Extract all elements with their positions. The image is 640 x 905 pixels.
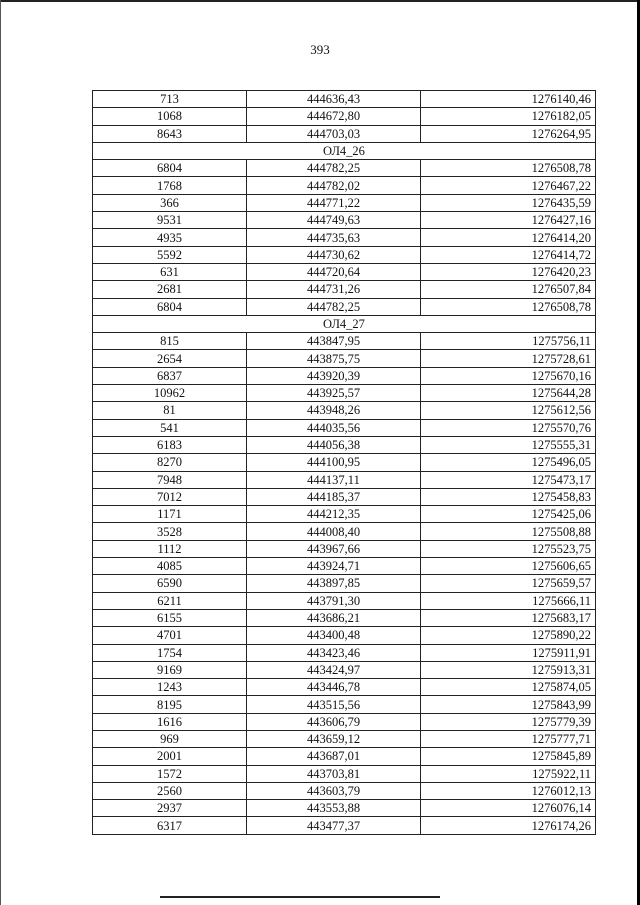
x-coordinate-cell: 443948,26 [247,402,421,419]
point-number-cell: 4085 [93,558,247,575]
point-number-cell: 10962 [93,385,247,402]
y-coordinate-cell: 1275555,31 [421,436,596,453]
y-coordinate-cell: 1275473,17 [421,471,596,488]
y-coordinate-cell: 1276507,84 [421,281,596,298]
y-coordinate-cell: 1276427,16 [421,212,596,229]
point-number-cell: 366 [93,194,247,211]
table-row [93,765,596,782]
table-row [93,194,596,211]
x-coordinate-cell: 444720,64 [247,263,421,280]
x-coordinate-cell: 444782,25 [247,298,421,315]
y-coordinate-cell: 1276508,78 [421,160,596,177]
point-number-cell: 815 [93,333,247,350]
x-coordinate-cell: 443553,88 [247,800,421,817]
y-coordinate-cell: 1275911,91 [421,644,596,661]
table-row [93,558,596,575]
point-number-cell: 6804 [93,298,247,315]
point-number-cell: 1754 [93,644,247,661]
y-coordinate-cell: 1275644,28 [421,385,596,402]
y-coordinate-cell: 1275756,11 [421,333,596,350]
table-row [93,609,596,626]
table-row [93,91,596,108]
y-coordinate-cell: 1275666,11 [421,592,596,609]
y-coordinate-cell: 1275508,88 [421,523,596,540]
group-label: ОЛ4_27 [93,315,596,332]
table-row [93,730,596,747]
x-coordinate-cell: 444056,38 [247,436,421,453]
x-coordinate-cell: 443687,01 [247,748,421,765]
x-coordinate-cell: 443659,12 [247,730,421,747]
point-number-cell: 6317 [93,817,247,834]
y-coordinate-cell: 1276174,26 [421,817,596,834]
y-coordinate-cell: 1276414,72 [421,246,596,263]
point-number-cell: 8643 [93,125,247,142]
x-coordinate-cell: 443686,21 [247,609,421,626]
x-coordinate-cell: 443897,85 [247,575,421,592]
x-coordinate-cell: 443423,46 [247,644,421,661]
x-coordinate-cell: 444771,22 [247,194,421,211]
table-row [93,298,596,315]
point-number-cell: 1112 [93,540,247,557]
point-number-cell: 7948 [93,471,247,488]
x-coordinate-cell: 444100,95 [247,454,421,471]
table-row [93,246,596,263]
point-number-cell: 6155 [93,609,247,626]
point-number-cell: 2681 [93,281,247,298]
point-number-cell: 8270 [93,454,247,471]
y-coordinate-cell: 1276076,14 [421,800,596,817]
table-row [93,177,596,194]
x-coordinate-cell: 443791,30 [247,592,421,609]
x-coordinate-cell: 443925,57 [247,385,421,402]
group-header-row [93,142,596,159]
point-number-cell: 5592 [93,246,247,263]
y-coordinate-cell: 1276420,23 [421,263,596,280]
point-number-cell: 9531 [93,212,247,229]
point-number-cell: 3528 [93,523,247,540]
table-row [93,627,596,644]
table-row [93,506,596,523]
point-number-cell: 6211 [93,592,247,609]
table-row [93,160,596,177]
point-number-cell: 9169 [93,661,247,678]
point-number-cell: 6837 [93,367,247,384]
table-row [93,281,596,298]
table-row [93,263,596,280]
y-coordinate-cell: 1275843,99 [421,696,596,713]
scan-edge-left [0,0,1,905]
table-row [93,333,596,350]
y-coordinate-cell: 1275728,61 [421,350,596,367]
point-number-cell: 81 [93,402,247,419]
point-number-cell: 6804 [93,160,247,177]
y-coordinate-cell: 1275496,05 [421,454,596,471]
table-row [93,679,596,696]
table-row [93,488,596,505]
y-coordinate-cell: 1276508,78 [421,298,596,315]
table-row [93,419,596,436]
point-number-cell: 1068 [93,108,247,125]
y-coordinate-cell: 1275890,22 [421,627,596,644]
table-row [93,402,596,419]
y-coordinate-cell: 1275845,89 [421,748,596,765]
y-coordinate-cell: 1276182,05 [421,108,596,125]
table-row [93,592,596,609]
table-row [93,575,596,592]
y-coordinate-cell: 1275425,06 [421,506,596,523]
x-coordinate-cell: 444735,63 [247,229,421,246]
x-coordinate-cell: 444035,56 [247,419,421,436]
group-label: ОЛ4_26 [93,142,596,159]
x-coordinate-cell: 443603,79 [247,782,421,799]
point-number-cell: 713 [93,91,247,108]
table-row [93,748,596,765]
table-row [93,540,596,557]
y-coordinate-cell: 1275670,16 [421,367,596,384]
x-coordinate-cell: 443967,66 [247,540,421,557]
x-coordinate-cell: 444008,40 [247,523,421,540]
point-number-cell: 2937 [93,800,247,817]
x-coordinate-cell: 443924,71 [247,558,421,575]
x-coordinate-cell: 443703,81 [247,765,421,782]
x-coordinate-cell: 444782,02 [247,177,421,194]
x-coordinate-cell: 443515,56 [247,696,421,713]
x-coordinate-cell: 444782,25 [247,160,421,177]
point-number-cell: 4701 [93,627,247,644]
point-number-cell: 969 [93,730,247,747]
point-number-cell: 1616 [93,713,247,730]
y-coordinate-cell: 1275913,31 [421,661,596,678]
point-number-cell: 2654 [93,350,247,367]
coordinates-table-body [93,91,596,835]
x-coordinate-cell: 444731,26 [247,281,421,298]
x-coordinate-cell: 444730,62 [247,246,421,263]
table-row [93,800,596,817]
table-row [93,782,596,799]
y-coordinate-cell: 1276414,20 [421,229,596,246]
y-coordinate-cell: 1276012,13 [421,782,596,799]
x-coordinate-cell: 444212,35 [247,506,421,523]
point-number-cell: 1243 [93,679,247,696]
point-number-cell: 1572 [93,765,247,782]
table-row [93,436,596,453]
table-row [93,367,596,384]
x-coordinate-cell: 443477,37 [247,817,421,834]
scan-edge-bottom [160,896,440,898]
table-row [93,713,596,730]
y-coordinate-cell: 1275612,56 [421,402,596,419]
table-row [93,696,596,713]
x-coordinate-cell: 443446,78 [247,679,421,696]
x-coordinate-cell: 443400,48 [247,627,421,644]
point-number-cell: 2001 [93,748,247,765]
x-coordinate-cell: 443920,39 [247,367,421,384]
x-coordinate-cell: 443424,97 [247,661,421,678]
page-number: 393 [310,42,330,57]
x-coordinate-cell: 443847,95 [247,333,421,350]
y-coordinate-cell: 1276467,22 [421,177,596,194]
table-row [93,817,596,834]
x-coordinate-cell: 444185,37 [247,488,421,505]
y-coordinate-cell: 1275458,83 [421,488,596,505]
table-row [93,644,596,661]
table-row [93,471,596,488]
x-coordinate-cell: 443875,75 [247,350,421,367]
x-coordinate-cell: 444137,11 [247,471,421,488]
point-number-cell: 631 [93,263,247,280]
x-coordinate-cell: 444703,03 [247,125,421,142]
table-row [93,212,596,229]
y-coordinate-cell: 1275659,57 [421,575,596,592]
table-row [93,454,596,471]
point-number-cell: 1768 [93,177,247,194]
y-coordinate-cell: 1275922,11 [421,765,596,782]
point-number-cell: 541 [93,419,247,436]
group-header-row [93,315,596,332]
y-coordinate-cell: 1275683,17 [421,609,596,626]
table-row [93,229,596,246]
point-number-cell: 1171 [93,506,247,523]
table-row [93,661,596,678]
point-number-cell: 8195 [93,696,247,713]
table-row [93,108,596,125]
point-number-cell: 2560 [93,782,247,799]
y-coordinate-cell: 1275570,76 [421,419,596,436]
x-coordinate-cell: 444672,80 [247,108,421,125]
y-coordinate-cell: 1276264,95 [421,125,596,142]
coordinates-table [92,90,596,835]
y-coordinate-cell: 1275523,75 [421,540,596,557]
table-row [93,350,596,367]
point-number-cell: 6590 [93,575,247,592]
table-row [93,125,596,142]
y-coordinate-cell: 1276140,46 [421,91,596,108]
x-coordinate-cell: 444636,43 [247,91,421,108]
table-row [93,523,596,540]
scan-edge-top [0,0,640,2]
point-number-cell: 7012 [93,488,247,505]
y-coordinate-cell: 1275606,65 [421,558,596,575]
point-number-cell: 4935 [93,229,247,246]
x-coordinate-cell: 443606,79 [247,713,421,730]
point-number-cell: 6183 [93,436,247,453]
table-row [93,385,596,402]
y-coordinate-cell: 1275777,71 [421,730,596,747]
y-coordinate-cell: 1276435,59 [421,194,596,211]
y-coordinate-cell: 1275874,05 [421,679,596,696]
x-coordinate-cell: 444749,63 [247,212,421,229]
y-coordinate-cell: 1275779,39 [421,713,596,730]
